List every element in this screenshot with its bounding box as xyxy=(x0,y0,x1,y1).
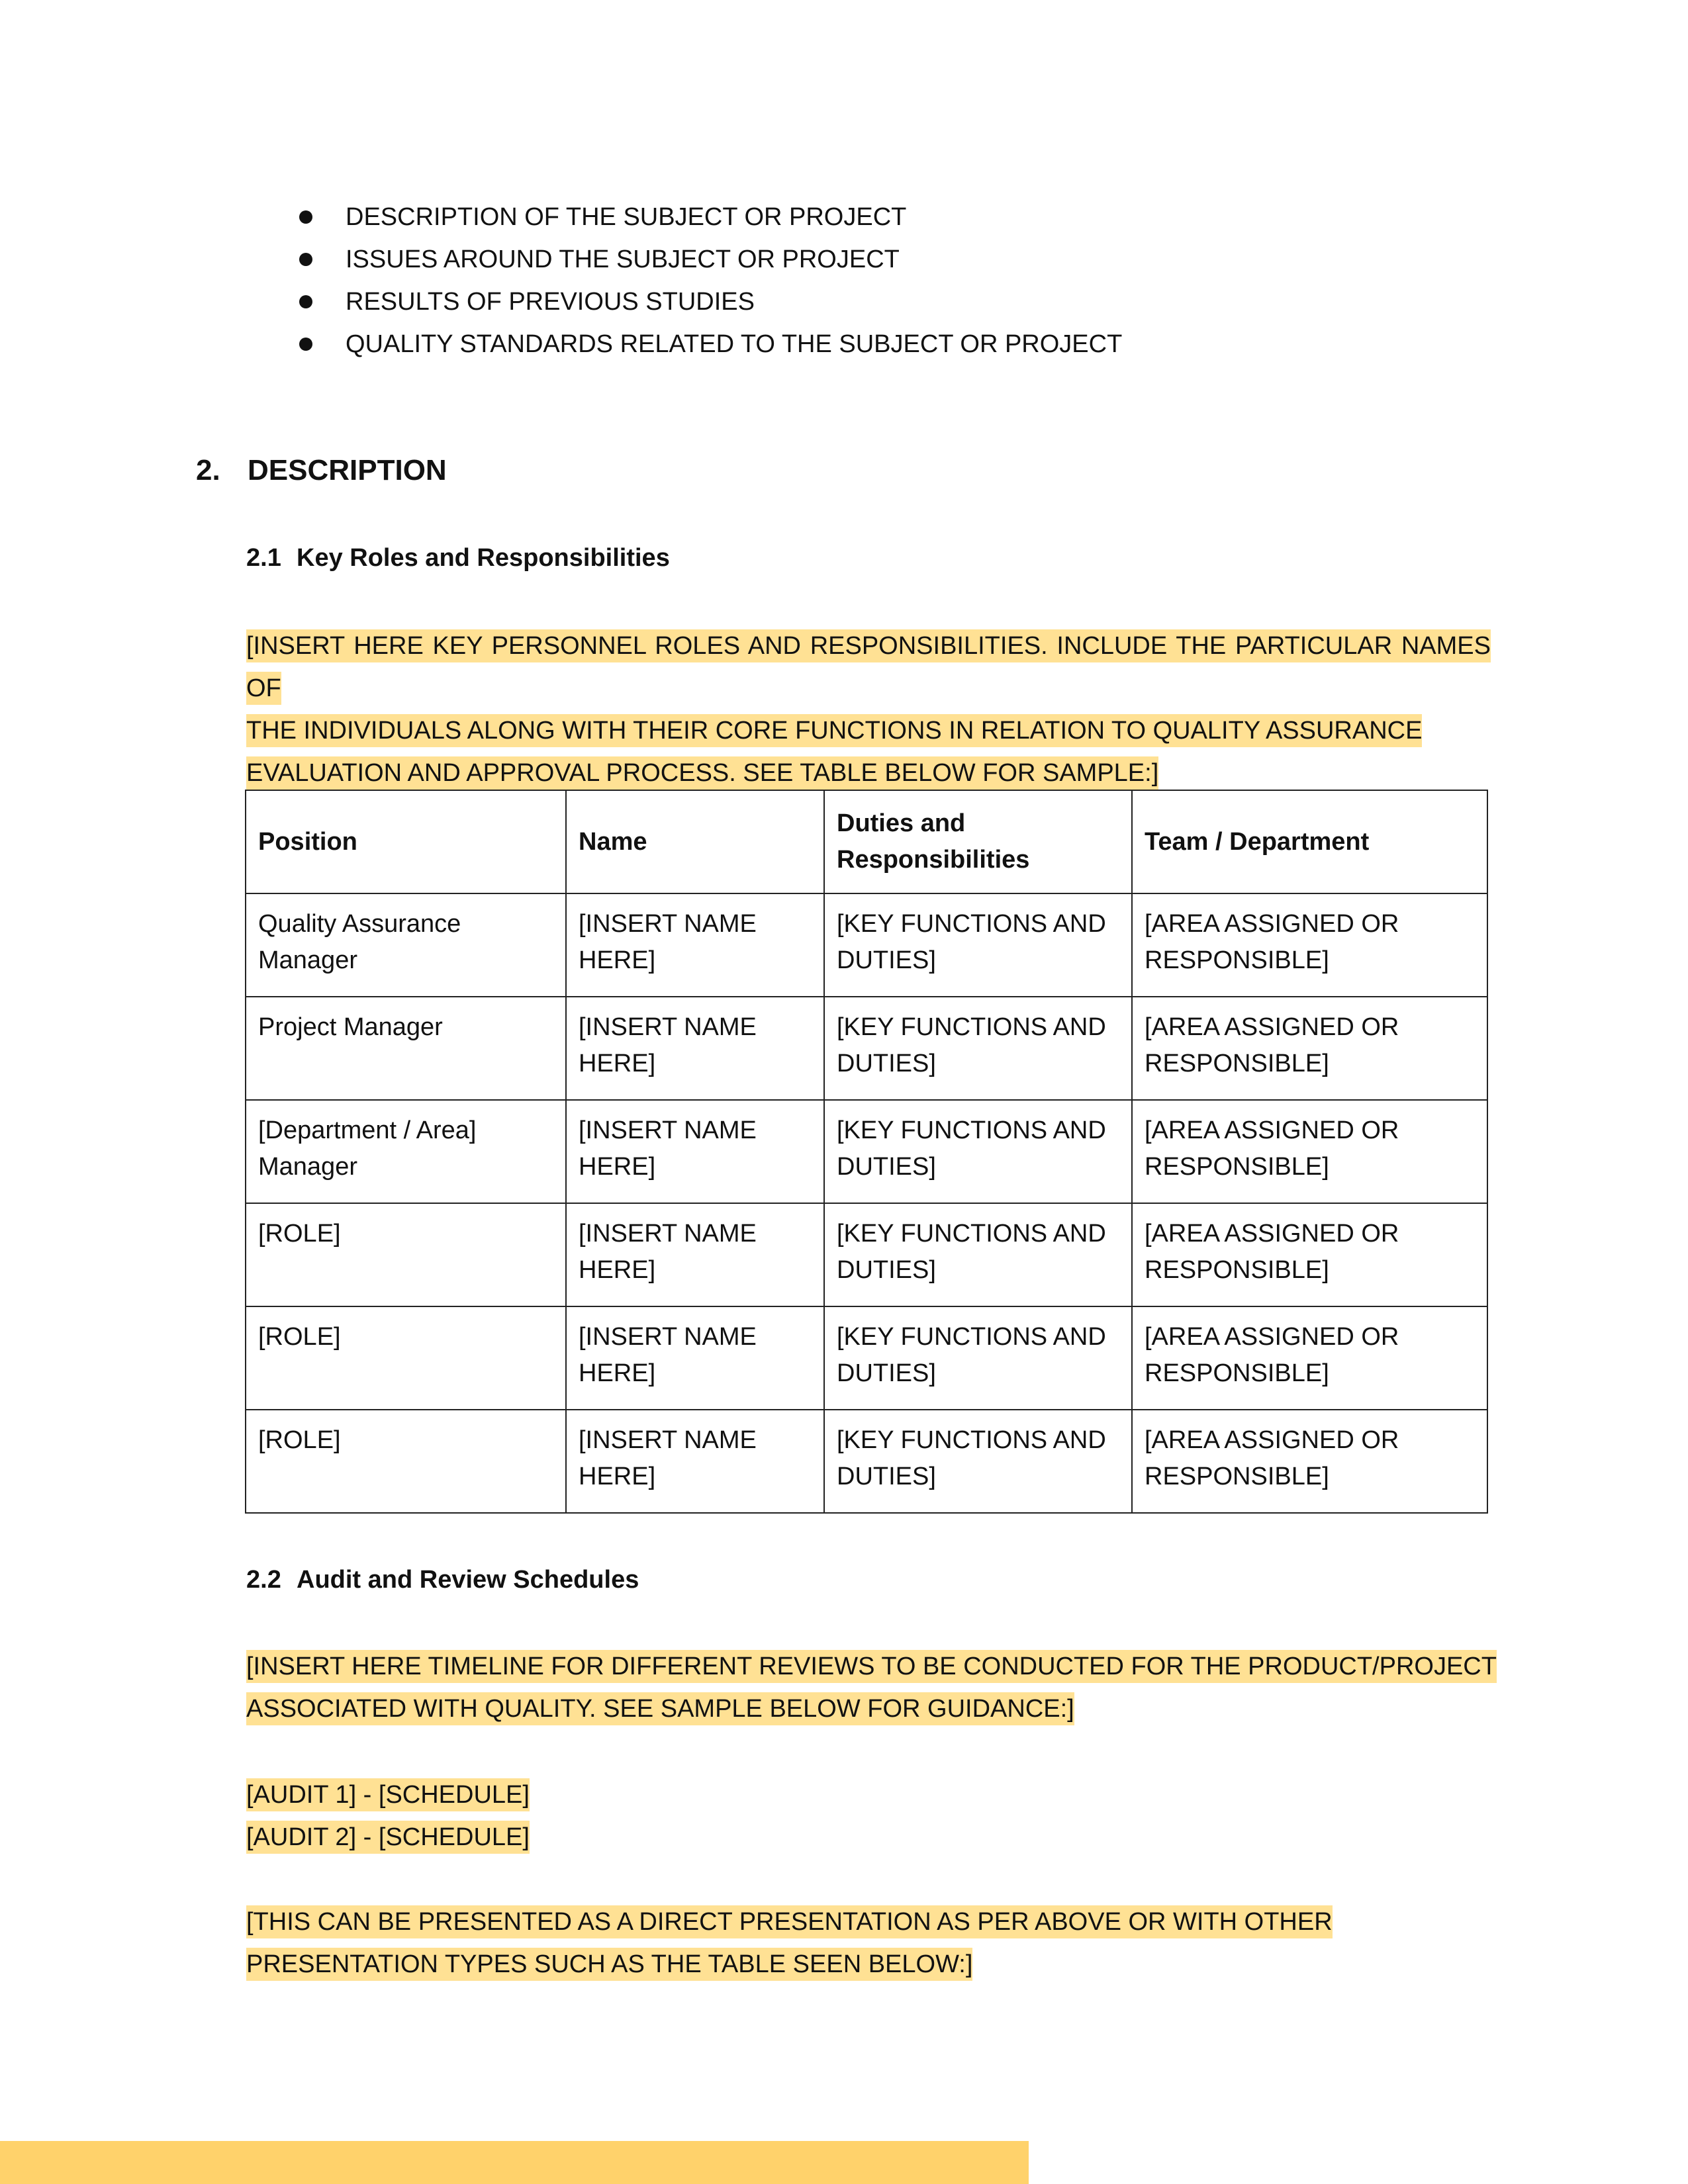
column-header-name: Name xyxy=(566,790,824,893)
subsection-2-2-heading xyxy=(246,1566,639,1594)
table-row xyxy=(246,1100,1487,1203)
section-title: DESCRIPTION xyxy=(248,454,447,486)
bullet-item xyxy=(291,323,1122,365)
cell-team: [AREA ASSIGNED OR RESPONSIBLE] xyxy=(1132,893,1487,997)
cell-name: [INSERT NAME HERE] xyxy=(566,1410,824,1513)
column-header-duties: Duties and Responsibilities xyxy=(824,790,1132,893)
roles-table xyxy=(245,790,1488,1514)
section-2-heading xyxy=(196,454,447,487)
instruction-line: THE INDIVIDUALS ALONG WITH THEIR CORE FUNCTIONS IN RELATION TO QUALITY ASSURANCE xyxy=(246,709,1491,752)
bullet-dot-icon xyxy=(299,295,312,308)
cell-team: [AREA ASSIGNED OR RESPONSIBLE] xyxy=(1132,1100,1487,1203)
cell-position: [ROLE] xyxy=(246,1410,566,1513)
cell-duties: [KEY FUNCTIONS AND DUTIES] xyxy=(824,1306,1132,1410)
instruction-line: [INSERT HERE TIMELINE FOR DIFFERENT REVIEWS TO BE CONDUCTED FOR THE PRODUCT/PROJECT xyxy=(246,1645,1497,1688)
subsection-title: Audit and Review Schedules xyxy=(297,1566,639,1594)
section-number: 2. xyxy=(196,454,220,486)
bullet-text: DESCRIPTION OF THE SUBJECT OR PROJECT xyxy=(346,203,907,231)
cell-duties: [KEY FUNCTIONS AND DUTIES] xyxy=(824,893,1132,997)
bullet-item xyxy=(291,238,1122,281)
bullet-item xyxy=(291,196,1122,238)
instruction-line: [INSERT HERE KEY PERSONNEL ROLES AND RESPONSIBILITIES. INCLUDE THE PARTICULAR NAMES OF xyxy=(246,625,1491,709)
column-header-team: Team / Department xyxy=(1132,790,1487,893)
cell-team: [AREA ASSIGNED OR RESPONSIBLE] xyxy=(1132,1410,1487,1513)
table-header-row xyxy=(246,790,1487,893)
cell-duties: [KEY FUNCTIONS AND DUTIES] xyxy=(824,997,1132,1100)
subsection-number: 2.1 xyxy=(246,544,281,572)
cell-position: [Department / Area] Manager xyxy=(246,1100,566,1203)
cell-position: Quality Assurance Manager xyxy=(246,893,566,997)
table-row xyxy=(246,893,1487,997)
cell-position: [ROLE] xyxy=(246,1203,566,1306)
bullet-item xyxy=(291,281,1122,323)
cell-duties: [KEY FUNCTIONS AND DUTIES] xyxy=(824,1410,1132,1513)
table-row xyxy=(246,1410,1487,1513)
cell-name: [INSERT NAME HERE] xyxy=(566,1203,824,1306)
intro-bullet-list xyxy=(291,196,1122,365)
table-row xyxy=(246,997,1487,1100)
roles-instruction xyxy=(246,625,1491,794)
audit-line: [AUDIT 1] - [SCHEDULE] xyxy=(246,1774,530,1816)
audit-schedule-list xyxy=(246,1774,530,1858)
subsection-title: Key Roles and Responsibilities xyxy=(297,544,670,572)
subsection-number: 2.2 xyxy=(246,1566,281,1594)
table-row xyxy=(246,1306,1487,1410)
audit-line: [AUDIT 2] - [SCHEDULE] xyxy=(246,1816,530,1858)
note-line: [THIS CAN BE PRESENTED AS A DIRECT PRESENTATION AS PER ABOVE OR WITH OTHER xyxy=(246,1901,1333,1943)
cell-name: [INSERT NAME HERE] xyxy=(566,1100,824,1203)
cell-position: Project Manager xyxy=(246,997,566,1100)
bullet-dot-icon xyxy=(299,338,312,351)
cell-team: [AREA ASSIGNED OR RESPONSIBLE] xyxy=(1132,997,1487,1100)
instruction-line: EVALUATION AND APPROVAL PROCESS. SEE TABLE BELOW FOR SAMPLE:] xyxy=(246,752,1491,794)
cell-name: [INSERT NAME HERE] xyxy=(566,893,824,997)
cell-duties: [KEY FUNCTIONS AND DUTIES] xyxy=(824,1100,1132,1203)
presentation-note xyxy=(246,1901,1333,1985)
bullet-text: RESULTS OF PREVIOUS STUDIES xyxy=(346,288,755,316)
cell-name: [INSERT NAME HERE] xyxy=(566,997,824,1100)
cell-name: [INSERT NAME HERE] xyxy=(566,1306,824,1410)
subsection-2-1-heading xyxy=(246,544,670,572)
note-line: PRESENTATION TYPES SUCH AS THE TABLE SEEN BELOW:] xyxy=(246,1943,1333,1985)
footer-accent-bar xyxy=(0,2141,1029,2184)
cell-team: [AREA ASSIGNED OR RESPONSIBLE] xyxy=(1132,1306,1487,1410)
bullet-text: ISSUES AROUND THE SUBJECT OR PROJECT xyxy=(346,246,900,273)
bullet-dot-icon xyxy=(299,210,312,224)
bullet-dot-icon xyxy=(299,253,312,266)
bullet-text: QUALITY STANDARDS RELATED TO THE SUBJECT OR PROJECT xyxy=(346,330,1123,358)
cell-position: [ROLE] xyxy=(246,1306,566,1410)
table-row xyxy=(246,1203,1487,1306)
schedule-instruction xyxy=(246,1645,1497,1730)
cell-duties: [KEY FUNCTIONS AND DUTIES] xyxy=(824,1203,1132,1306)
column-header-position: Position xyxy=(246,790,566,893)
instruction-line: ASSOCIATED WITH QUALITY. SEE SAMPLE BELOW FOR GUIDANCE:] xyxy=(246,1688,1497,1730)
cell-team: [AREA ASSIGNED OR RESPONSIBLE] xyxy=(1132,1203,1487,1306)
